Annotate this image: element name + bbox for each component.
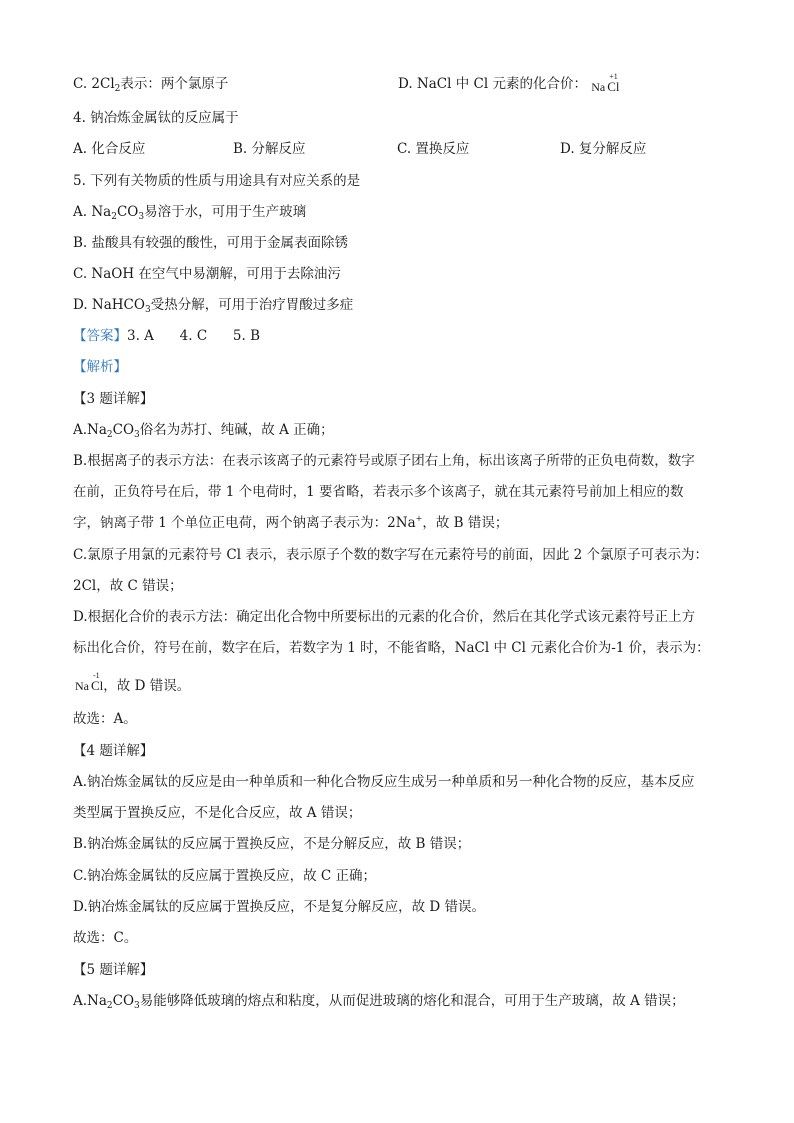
detail-4-title: 【4 题详解】 <box>73 743 154 759</box>
answer-text: 3. A 4. C 5. B <box>127 328 261 344</box>
detail-5-title: 【5 题详解】 <box>73 962 154 978</box>
analysis-label: 【解析】 <box>73 359 127 375</box>
detail-3-d1: D.根据化合价的表示方法：确定出化合物中所要标出的元素的化合价，然后在其化学式该元素符号正上方 <box>73 609 696 625</box>
detail-4-a2: 类型属于置换反应，不是化合反应，故 A 错误； <box>73 805 362 821</box>
detail-4-a1: A.钠冶炼金属钛的反应是由一种单质和一种化合物反应生成另一种单质和另一种化合物的反应，基本反应 <box>73 774 695 790</box>
valence-na: Na <box>75 679 89 693</box>
text: CO <box>116 204 139 220</box>
text: A.Na <box>73 993 107 1009</box>
text: CO <box>112 993 135 1009</box>
detail-3-c1: C.氯原子用氯的元素符号 Cl 表示，表示原子个数的数字写在元素符号的前面，因此 2 个氯原子可表示为： <box>73 547 709 563</box>
q3-option-c <box>73 74 228 94</box>
answer-line <box>73 326 260 346</box>
detail-3-c2: 2Cl，故 C 错误； <box>73 578 183 594</box>
q4-stem: 4. 钠冶炼金属钛的反应属于 <box>73 110 239 126</box>
detail-3-d2: 标出化合价，符号在前，数字在后，若数字为 1 时，不能省略，NaCl 中 Cl 元素化合价为-1 价，表示为： <box>73 640 710 656</box>
q3-option-c-text: C. 2Cl <box>73 76 115 92</box>
text: 受热分解，可用于治疗胃酸过多症 <box>150 297 354 313</box>
subscript: 2 <box>106 430 113 440</box>
valence-mark: +1 <box>609 72 618 81</box>
text: ，故 D 错误。 <box>103 678 191 694</box>
subscript: 3 <box>134 430 140 440</box>
q4-option-a: A. 化合反应 <box>73 141 146 157</box>
subscript: 3 <box>138 212 145 222</box>
valence-nacl-minus <box>75 671 104 696</box>
text: CO <box>112 422 135 438</box>
q5-option-b: B. 盐酸具有较强的酸性，可用于金属表面除锈 <box>73 235 349 251</box>
subscript: 3 <box>134 1001 140 1011</box>
superscript: + <box>415 514 423 523</box>
text: A. Na <box>73 204 112 220</box>
detail-3-title: 【3 题详解】 <box>73 391 154 407</box>
text: 易溶于水，可用于生产玻璃 <box>144 204 307 220</box>
q4-option-d: D. 复分解反应 <box>560 141 647 157</box>
valence-mark: -1 <box>93 671 100 680</box>
detail-4-b: B.钠冶炼金属钛的反应属于置换反应，不是分解反应，故 B 错误； <box>73 836 471 852</box>
text: 易能够降低玻璃的熔点和粘度，从而促进玻璃的熔化和混合，可用于生产玻璃，故 A 错误； <box>139 993 685 1009</box>
detail-4-d: D.钠冶炼金属钛的反应属于置换反应，不是复分解反应，故 D 错误。 <box>73 899 486 915</box>
valence-nacl-plus <box>591 72 620 97</box>
valence-na: Na <box>591 80 606 94</box>
subscript: 3 <box>144 305 151 315</box>
detail-3-choose: 故选：A。 <box>73 711 137 727</box>
valence-cl: Cl <box>607 79 620 94</box>
detail-3-d3 <box>75 671 191 696</box>
detail-3-a <box>73 420 334 440</box>
subscript: 2 <box>106 1001 113 1011</box>
text: 字，钠离子带 1 个单位正电荷，两个钠离子表示为：2Na <box>73 515 416 531</box>
text: D. NaHCO <box>73 297 145 313</box>
q3-option-d <box>398 74 620 94</box>
detail-5-a <box>73 991 685 1011</box>
q5-option-a <box>73 202 306 222</box>
q5-option-d <box>73 295 353 315</box>
answer-label: 【答案】 <box>73 328 127 344</box>
q5-option-c: C. NaOH 在空气中易潮解，可用于去除油污 <box>73 266 341 282</box>
valence-cl: Cl <box>91 678 104 693</box>
detail-3-b1: B.根据离子的表示方法：在表示该离子的元素符号或原子团右上角，标出该离子所带的正负电荷数，数字 <box>73 453 695 469</box>
q4-option-b: B. 分解反应 <box>233 141 306 157</box>
detail-4-c: C.钠冶炼金属钛的反应属于置换反应，故 C 正确； <box>73 868 377 884</box>
q4-option-c: C. 置换反应 <box>397 141 470 157</box>
detail-3-b2: 在前，正负符号在后，带 1 个电荷时，1 要省略，若表示多个该离子，就在其元素符号前加上相应的数 <box>73 484 684 500</box>
q3-option-d-text: D. NaCl 中 Cl 元素的化合价： <box>398 76 587 92</box>
q3-option-c-rest: 表示：两个氯原子 <box>120 76 229 92</box>
subscript: 2 <box>114 84 121 94</box>
detail-4-choose: 故选：C。 <box>73 930 138 946</box>
detail-3-b3 <box>73 513 508 533</box>
q5-stem: 5. 下列有关物质的性质与用途具有对应关系的是 <box>73 173 361 189</box>
text: ，故 B 错误； <box>422 515 509 531</box>
text: 俗名为苏打、纯碱，故 A 正确； <box>139 422 334 438</box>
text: A.Na <box>73 422 107 438</box>
subscript: 2 <box>111 212 117 222</box>
